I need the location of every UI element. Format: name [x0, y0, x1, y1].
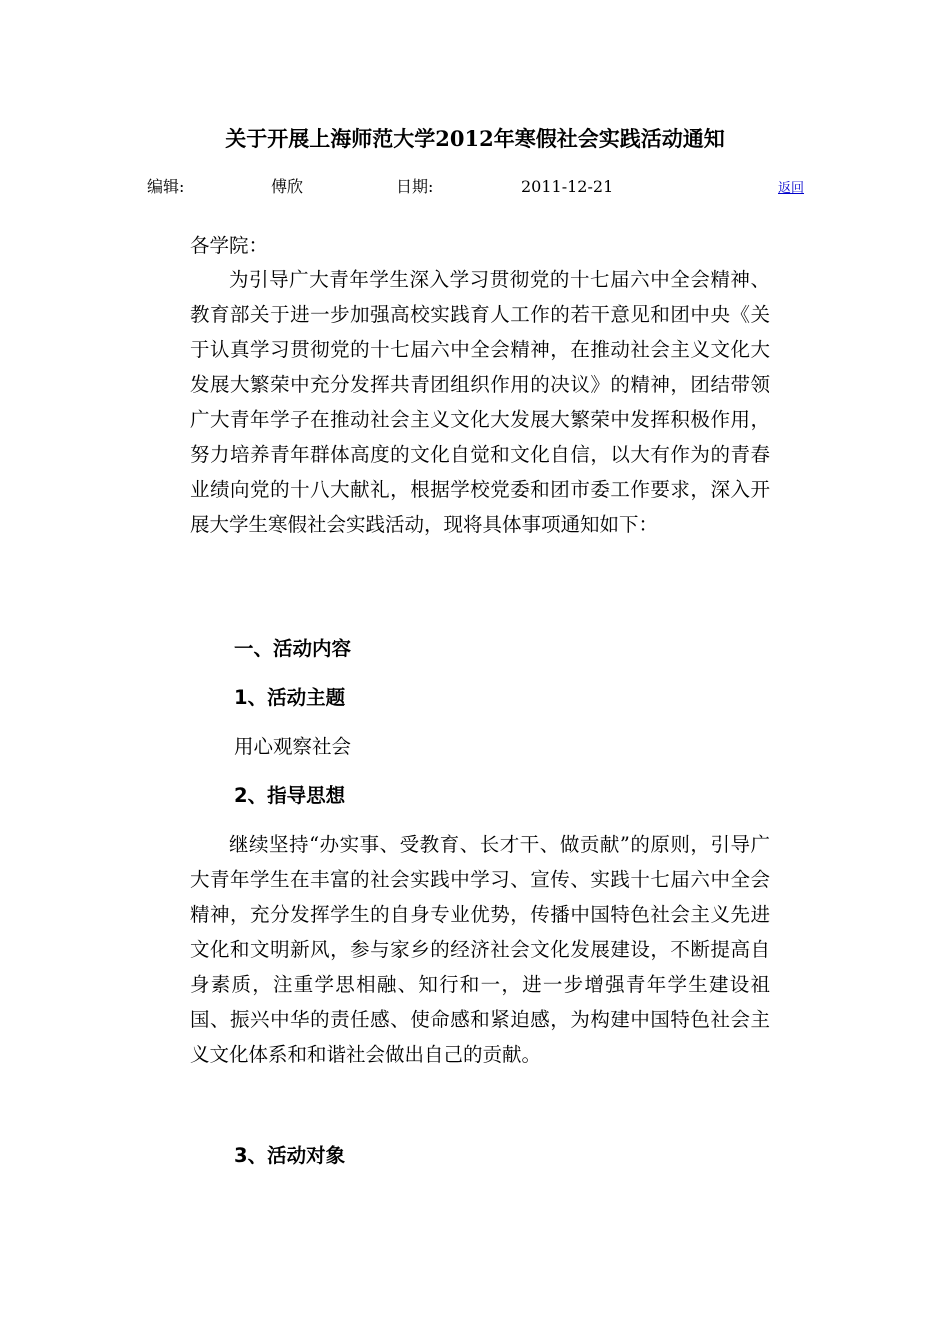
- intro-paragraph: 为引导广大青年学生深入学习贯彻党的十七届六中全会精神、教育部关于进一步加强高校实践育人工作的若干意见和团中央《关于认真学习贯彻党的十七届六中全会精神，在推动社会主义文化大发展大繁荣中充分发挥共青团组织作用的决议》的精神，团结带领广大青年学子在推动社会主义文化大发展大繁荣中发挥积极作用，努力培养青年群体高度的文化自觉和文化自信，以大有作为的青春业绩向党的十八大献礼，根据学校党委和团市委工作要求，深入开展大学生寒假社会实践活动，现将具体事项通知如下：: [190, 268, 770, 536]
- back-link[interactable]: 返回: [778, 181, 805, 196]
- page-title: 关于开展上海师范大学2012年寒假社会实践活动通知: [225, 126, 725, 151]
- subheading-activity-theme: 1、活动主题: [234, 686, 346, 709]
- section-heading-activity-content: 一、活动内容: [234, 637, 352, 660]
- editor-label: 编辑:: [147, 177, 185, 196]
- subheading-guiding-thought: 2、指导思想: [234, 784, 346, 807]
- salutation: 各学院：: [190, 234, 269, 257]
- guiding-thought-paragraph: 继续坚持“办实事、受教育、长才干、做贡献”的原则，引导广大青年学生在丰富的社会实践中学习、宣传、实践十七届六中全会精神，充分发挥学生的自身专业优势，传播中国特色社会主义先进文化和文明新风，参与家乡的经济社会文化发展建设，不断提高自身素质，注重学思相融、知行和一，进一步增强青年学生建设祖国、振兴中华的责任感、使命感和紧迫感，为构建中国特色社会主义文化体系和和谐社会做出自己的贡献。: [190, 833, 770, 1066]
- activity-theme-text: 用心观察社会: [234, 735, 352, 758]
- date-label: 日期:: [396, 177, 434, 196]
- editor-name: 傅欣: [271, 177, 304, 196]
- subheading-activity-target: 3、活动对象: [234, 1144, 346, 1167]
- date-value: 2011-12-21: [521, 177, 614, 196]
